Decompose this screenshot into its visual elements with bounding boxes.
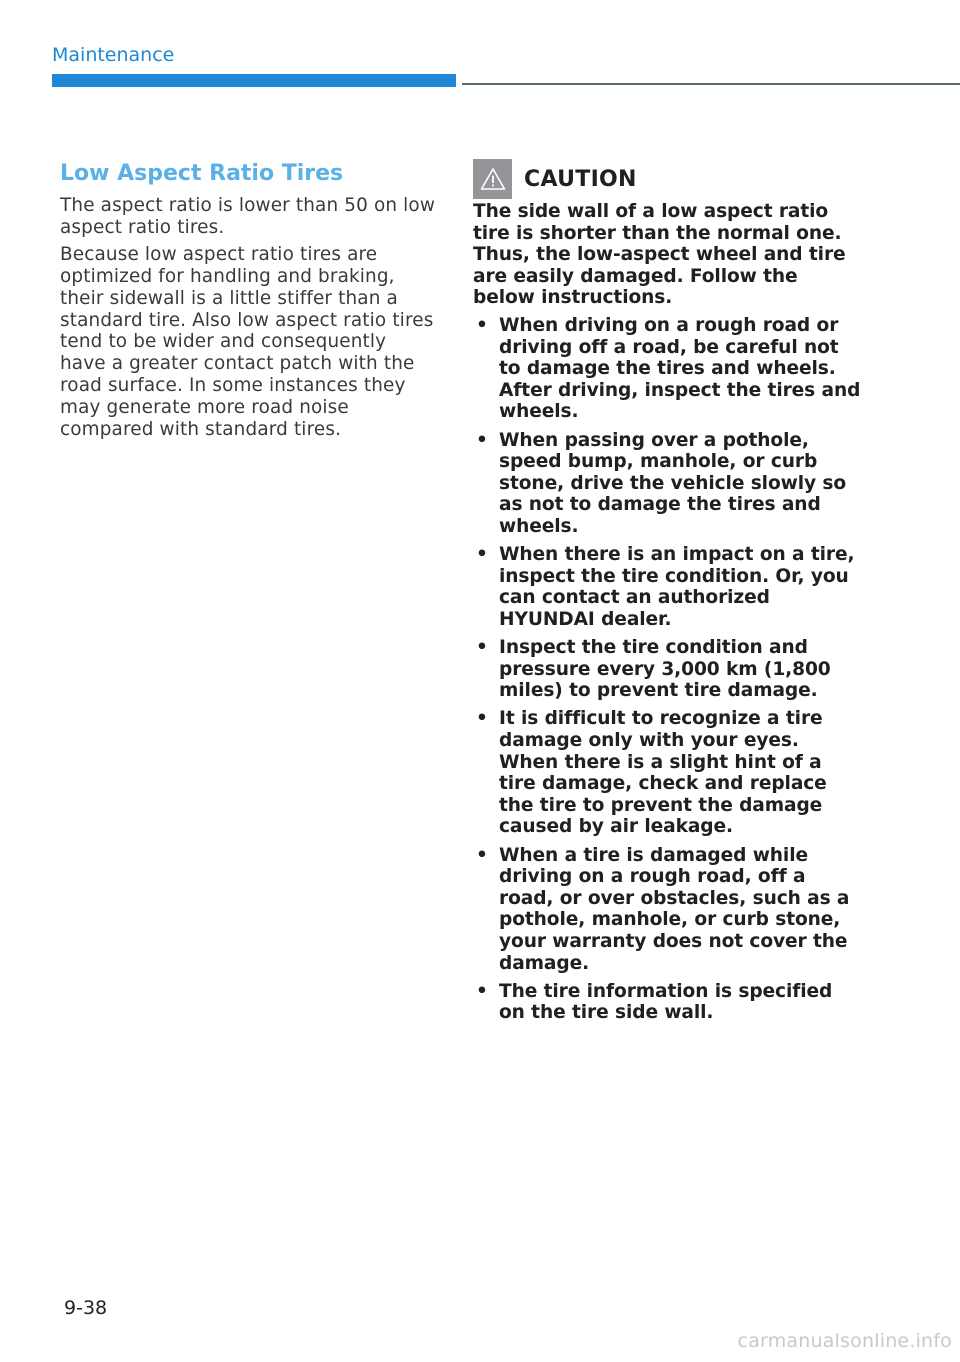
header-rule-gray	[462, 83, 960, 85]
caution-list	[473, 315, 863, 1024]
page-number: 9-38	[64, 1297, 108, 1319]
caution-title: CAUTION	[524, 166, 637, 192]
list-item: • When driving on a rough road or driving off a road, be careful not to damage the tires and wheels. After driving, inspect the tires and wheels.	[473, 315, 863, 423]
list-item: • The tire information is specified on the tire side wall.	[473, 981, 863, 1024]
caution-box	[473, 159, 863, 1031]
list-item: • When passing over a pothole, speed bump, manhole, or curb stone, drive the vehicle slowly so as not to damage the tires and wheels.	[473, 430, 863, 538]
header-rule-blue	[52, 74, 456, 87]
list-item: • Inspect the tire condition and pressure every 3,000 km (1,800 miles) to prevent tire damage.	[473, 637, 863, 702]
left-column	[60, 160, 435, 446]
caution-intro: The side wall of a low aspect ratio tire is shorter than the normal one. Thus, the low-aspect wheel and tire are easily damaged. Follow the below instructions.	[473, 201, 846, 309]
warning-triangle-icon	[473, 159, 512, 199]
caution-header	[473, 159, 863, 199]
list-item: • When there is an impact on a tire, inspect the tire condition. Or, you can contact an authorized HYUNDAI dealer.	[473, 544, 863, 630]
paragraph: The aspect ratio is lower than 50 on low aspect ratio tires.	[60, 195, 436, 238]
section-header: Maintenance	[52, 44, 175, 66]
list-item: • It is difficult to recognize a tire damage only with your eyes. When there is a slight hint of a tire damage, check and replace the tire to prevent the damage caused by air leakage.	[473, 708, 863, 838]
paragraph: Because low aspect ratio tires are optimized for handling and braking, their sidewall is a little stiffer than a standard tire. Also low aspect ratio tires tend to be wider and consequently have a greater contact patch with the road surface. In some instances they may generate more road noise compared with standard tires.	[60, 243, 434, 441]
watermark: carmanualsonline.info	[737, 1330, 952, 1352]
section-heading: Low Aspect Ratio Tires	[60, 161, 344, 186]
list-item: • When a tire is damaged while driving on a rough road, off a road, or over obstacles, such as a pothole, manhole, or curb stone, your warranty does not cover the damage.	[473, 845, 863, 975]
